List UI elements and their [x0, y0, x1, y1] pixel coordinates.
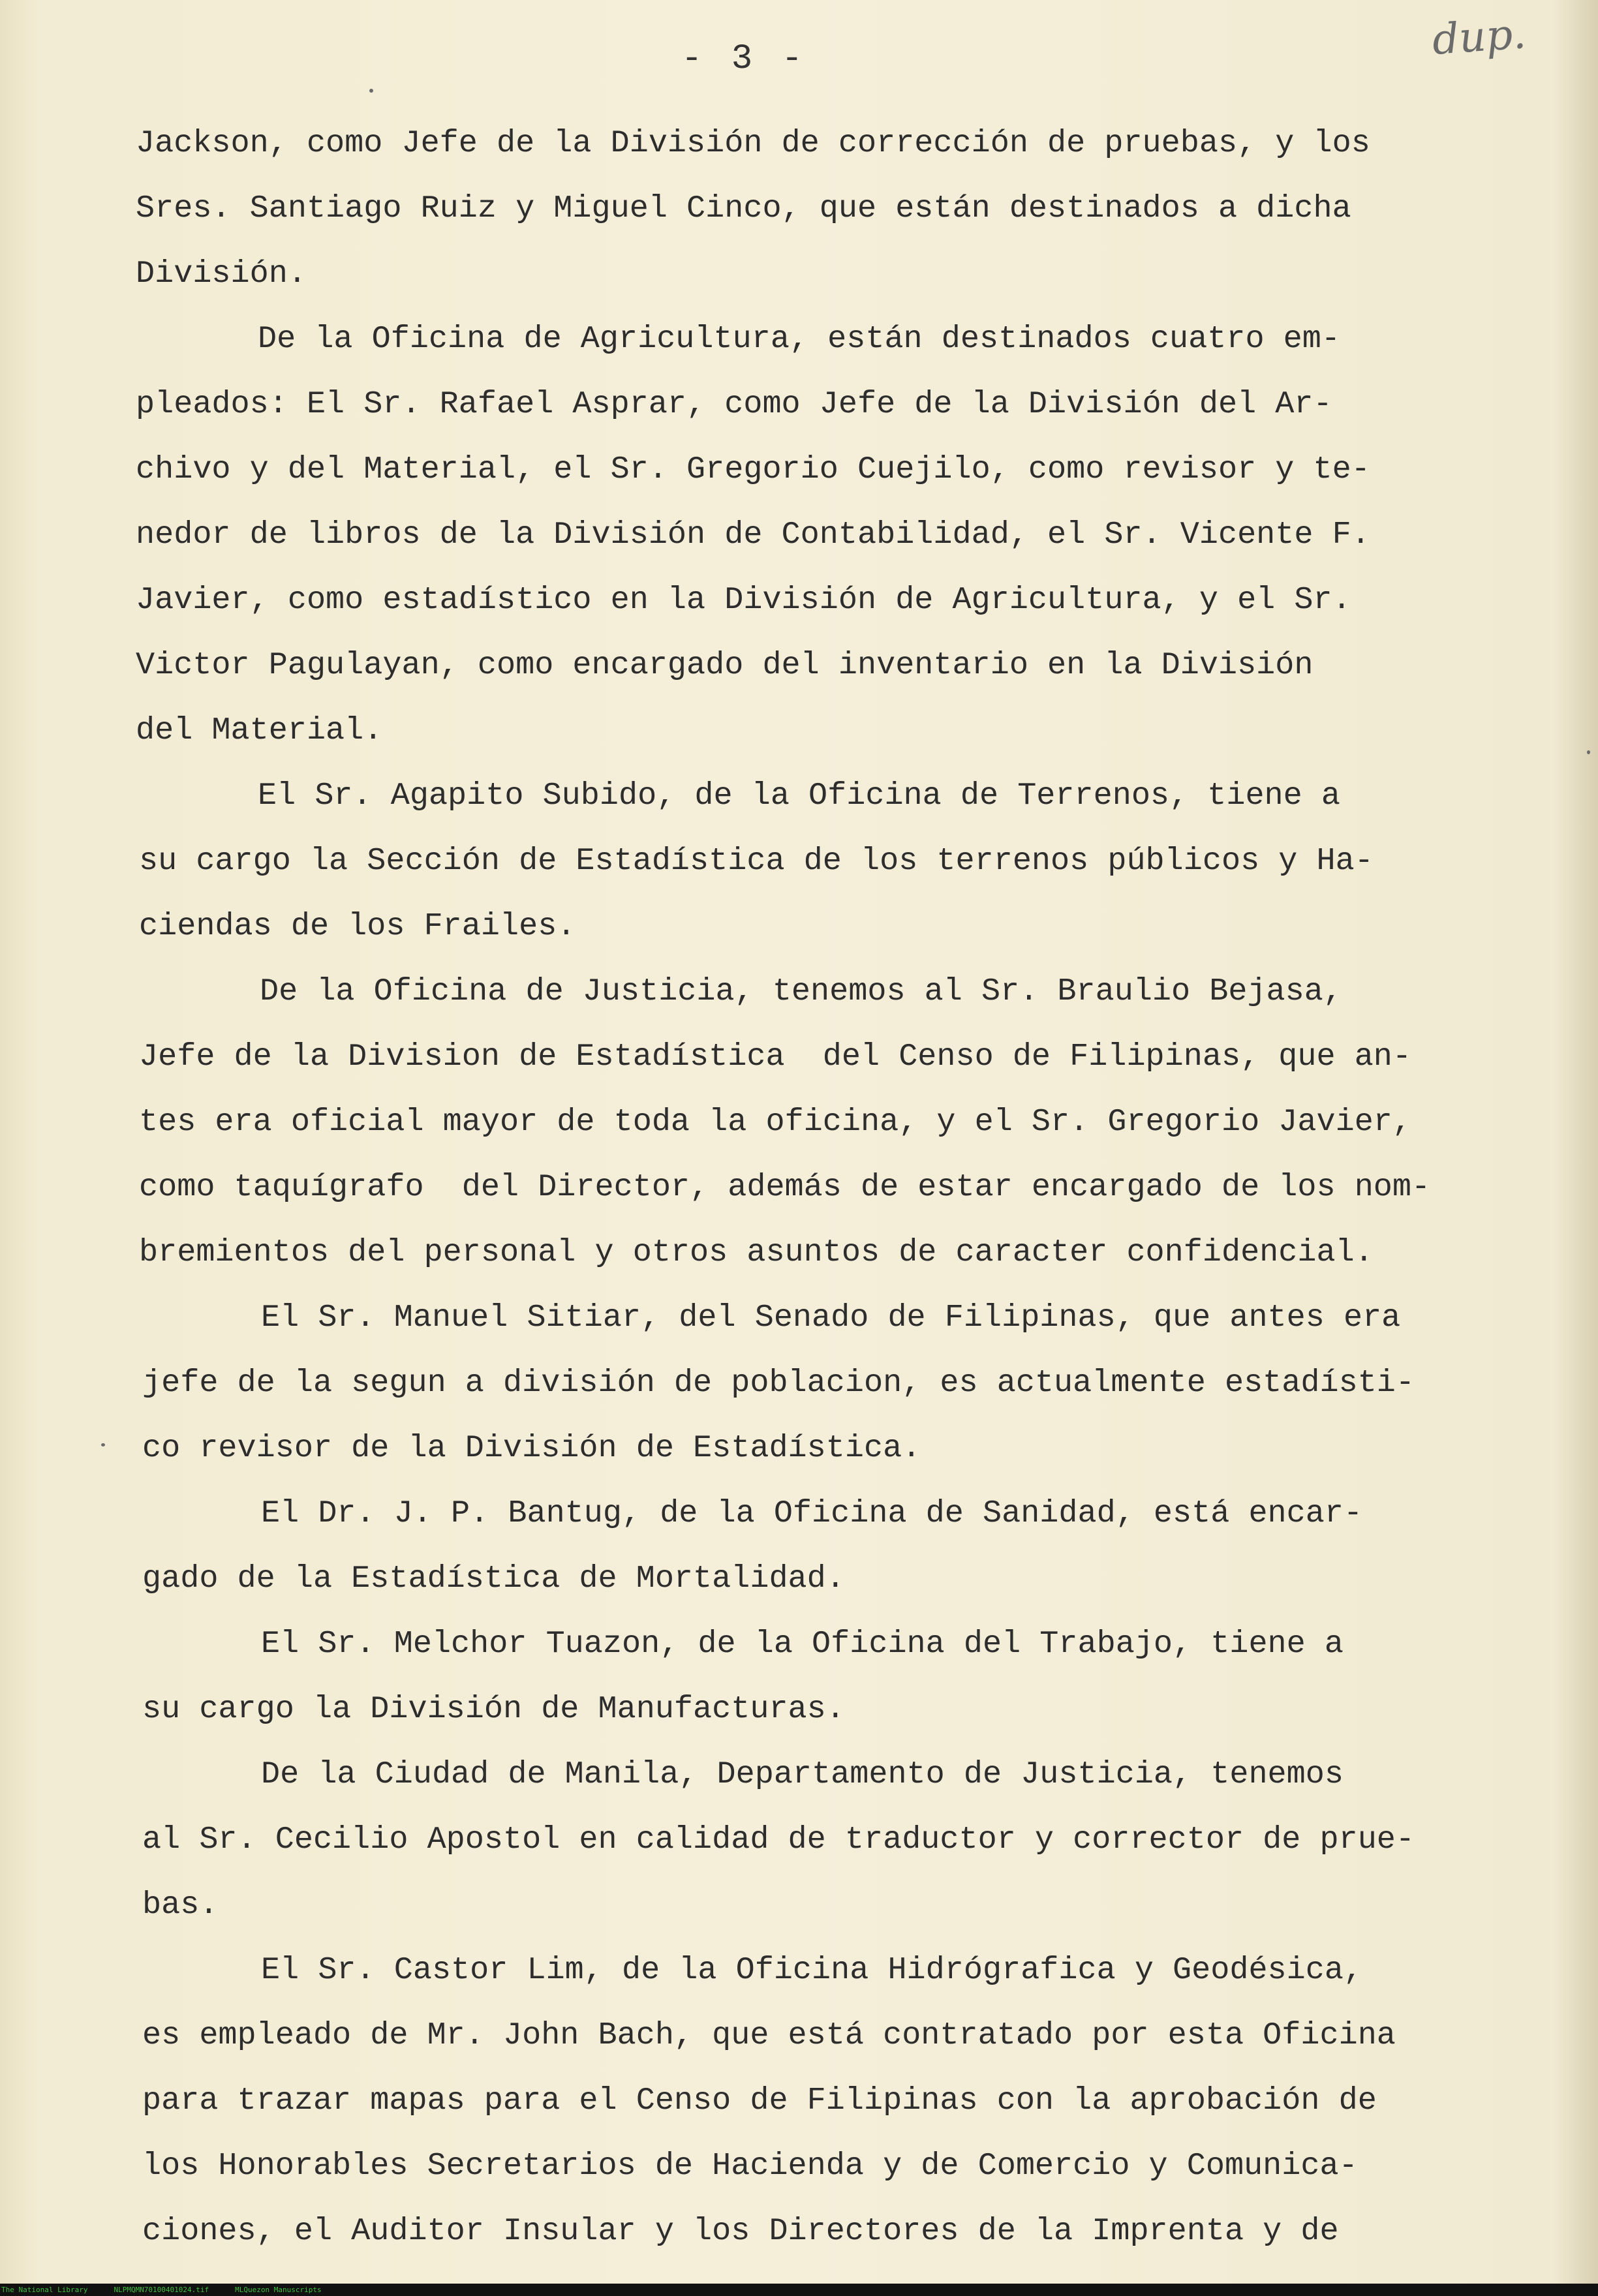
- text-line: De la Oficina de Justicia, tenemos al Sr. Braulio Bejasa,: [260, 973, 1342, 1009]
- text-line: El Dr. J. P. Bantug, de la Oficina de Sanidad, está encar-: [261, 1495, 1363, 1531]
- text-line: nedor de libros de la División de Contabilidad, el Sr. Vicente F.: [136, 517, 1370, 553]
- text-line: El Sr. Melchor Tuazon, de la Oficina del Trabajo, tiene a: [261, 1626, 1344, 1662]
- text-line: al Sr. Cecilio Apostol en calidad de traductor y corrector de prue-: [142, 1822, 1415, 1858]
- footer-library: The National Library: [1, 2286, 88, 2294]
- text-line: ciones, el Auditor Insular y los Directores de la Imprenta y de: [142, 2213, 1339, 2249]
- text-line: como taquígrafo del Director, además de estar encargado de los nom-: [139, 1169, 1431, 1205]
- text-line: tes era oficial mayor de toda la oficina, y el Sr. Gregorio Javier,: [139, 1104, 1412, 1140]
- text-line: chivo y del Material, el Sr. Gregorio Cuejilo, como revisor y te-: [136, 452, 1370, 487]
- text-line: El Sr. Castor Lim, de la Oficina Hidrógrafica y Geodésica,: [261, 1952, 1363, 1988]
- text-line: bremientos del personal y otros asuntos de caracter confidencial.: [139, 1234, 1374, 1270]
- text-line: bas.: [142, 1887, 219, 1923]
- text-line: ciendas de los Frailes.: [139, 908, 576, 944]
- text-line: pleados: El Sr. Rafael Asprar, como Jefe de la División del Ar-: [136, 386, 1332, 422]
- text-line: su cargo la División de Manufacturas.: [142, 1691, 845, 1727]
- text-line: del Material.: [136, 712, 383, 748]
- text-line: co revisor de la División de Estadística.: [142, 1430, 921, 1466]
- text-line: para trazar mapas para el Censo de Filipinas con la aprobación de: [142, 2083, 1377, 2119]
- text-line: División.: [136, 256, 307, 292]
- text-line: jefe de la segun a división de poblacion, es actualmente estadísti-: [142, 1365, 1415, 1401]
- text-line: los Honorables Secretarios de Hacienda y de Comercio y Comunica-: [142, 2148, 1358, 2184]
- text-line: Javier, como estadístico en la División de Agricultura, y el Sr.: [136, 582, 1351, 618]
- text-line: El Sr. Agapito Subido, de la Oficina de Terrenos, tiene a: [258, 778, 1340, 814]
- text-line: Sres. Santiago Ruiz y Miguel Cinco, que están destinados a dicha: [136, 191, 1351, 226]
- text-line: gado de la Estadística de Mortalidad.: [142, 1561, 845, 1597]
- text-line: Jackson, como Jefe de la División de corrección de pruebas, y los: [136, 125, 1370, 161]
- handwritten-annotation: dup.: [1430, 10, 1528, 65]
- text-line: Jefe de la Division de Estadística del Censo de Filipinas, que an-: [139, 1039, 1412, 1075]
- text-line: El Sr. Manuel Sitiar, del Senado de Filipinas, que antes era: [261, 1300, 1401, 1336]
- text-line: De la Ciudad de Manila, Departamento de Justicia, tenemos: [261, 1756, 1344, 1792]
- text-line: su cargo la Sección de Estadística de los terrenos públicos y Ha-: [139, 843, 1374, 879]
- text-line: Victor Pagulayan, como encargado del inventario en la División: [136, 647, 1314, 683]
- scan-footer: [0, 2284, 1598, 2296]
- footer-file: NLPMQMN70100401024.tif: [114, 2286, 209, 2294]
- text-line: es empleado de Mr. John Bach, que está contratado por esta Oficina: [142, 2017, 1396, 2053]
- footer-collection: MLQuezon Manuscripts: [235, 2286, 322, 2294]
- text-line: De la Oficina de Agricultura, están destinados cuatro em-: [258, 321, 1340, 357]
- page-number: - 3 -: [681, 39, 807, 79]
